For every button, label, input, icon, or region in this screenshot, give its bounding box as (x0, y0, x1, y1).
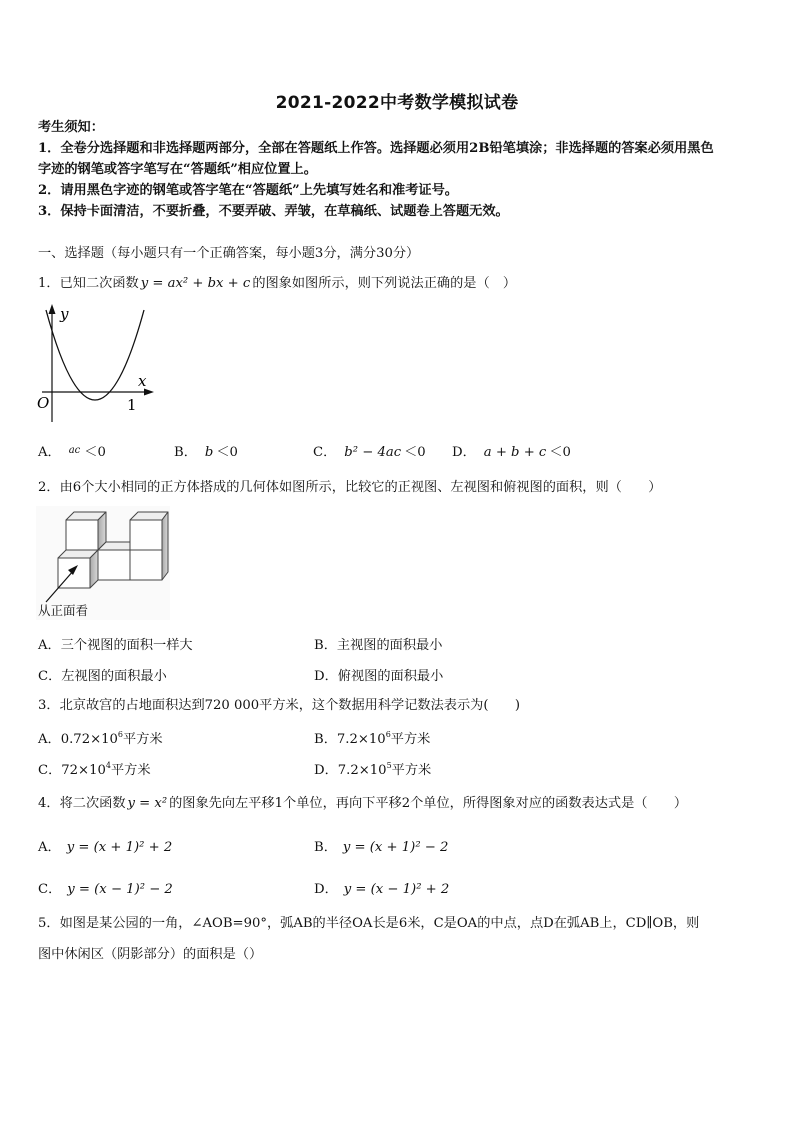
q2-option-c[interactable]: C．左视图的面积最小 (38, 669, 167, 684)
q4-option-b[interactable]: B． y = (x + 1)² − 2 (314, 840, 449, 855)
question-5-line-1: 5．如图是某公园的一角，∠AOB=90°，弧AB的半径OA长是6米，C是OA的中点，点D在弧AB上，CD∥OB，则 (38, 916, 700, 931)
q4-formula: y = x² (127, 796, 168, 811)
question-3: 3．北京故宫的占地面积达到720 000平方米，这个数据用科学记数法表示为( ) (38, 698, 521, 713)
y-axis-label: y (60, 305, 69, 323)
q2-option-d[interactable]: D．俯视图的面积最小 (314, 669, 444, 684)
notice-heading: 考生须知： (38, 120, 104, 135)
q1-suffix: 的图象如图所示，则下列说法正确的是（ ） (252, 276, 517, 291)
q2-option-b[interactable]: B．主视图的面积最小 (314, 638, 443, 653)
q4-option-a[interactable]: A． y = (x + 1)² + 2 (38, 840, 173, 855)
question-4: 4．将二次函数 y = x² 的图象先向左平移1个单位，再向下平移2个单位，所得图象对应的函数表达式是（ ） (38, 796, 688, 811)
q1-formula: y = ax² + bx + c (140, 276, 251, 291)
q2-option-a[interactable]: A．三个视图的面积一样大 (38, 638, 193, 653)
question-2: 2．由6个大小相同的正方体搭成的几何体如图所示，比较它的正视图、左视图和俯视图的面积，则（ ） (38, 480, 662, 495)
x-axis-label: x (138, 372, 147, 390)
q1-prefix: 1．已知二次函数 (38, 276, 139, 291)
q1-option-d[interactable]: D． a + b + c ＜0 (452, 445, 571, 460)
cube-figure (36, 506, 170, 620)
origin-label: O (37, 394, 50, 412)
notice-item-3: 3．保持卡面清洁，不要折叠，不要弄破、弄皱，在草稿纸、试题卷上答题无效。 (38, 204, 509, 219)
q1-option-b[interactable]: B． b ＜0 (174, 445, 238, 460)
question-1 (38, 274, 516, 294)
parabola-graph (34, 300, 164, 430)
q4-option-d[interactable]: D． y = (x − 1)² + 2 (314, 882, 450, 897)
notice-item-2: 2．请用黑色字迹的钢笔或答字笔在“答题纸”上先填写姓名和准考证号。 (38, 183, 458, 198)
notice-item-1b: 字迹的钢笔或答字笔写在“答题纸”相应位置上。 (38, 162, 317, 177)
page-title: 2021-2022中考数学模拟试卷 (275, 93, 519, 113)
q3-option-d[interactable]: D．$7.2\times 10^5$平方米 (314, 761, 432, 778)
figure-caption: 从正面看 (38, 603, 89, 618)
section-heading: 一、选择题（每小题只有一个正确答案，每小题3分，满分30分） (38, 246, 420, 261)
q3-option-b[interactable]: B．$7.2\times 10^6$平方米 (314, 730, 431, 747)
tick-label-1: 1 (127, 396, 137, 414)
question-5-line-2: 图中休闲区（阴影部分）的面积是（） (38, 947, 263, 962)
q3-option-c[interactable]: C．$72\times 10^4$平方米 (38, 761, 151, 778)
q3-option-a[interactable]: A．$0.72\times 10^6$平方米 (38, 730, 163, 747)
q1-option-c[interactable]: C． b² − 4ac ＜0 (313, 445, 426, 460)
q1-option-a[interactable]: A． $^{ac}$ ＜0 (38, 445, 106, 460)
q4-option-c[interactable]: C． y = (x − 1)² − 2 (38, 882, 173, 897)
notice-item-1a: 1．全卷分选择题和非选择题两部分，全部在答题纸上作答。选择题必须用2B铅笔填涂；非选择题的答案必须用黑色 (38, 141, 714, 156)
